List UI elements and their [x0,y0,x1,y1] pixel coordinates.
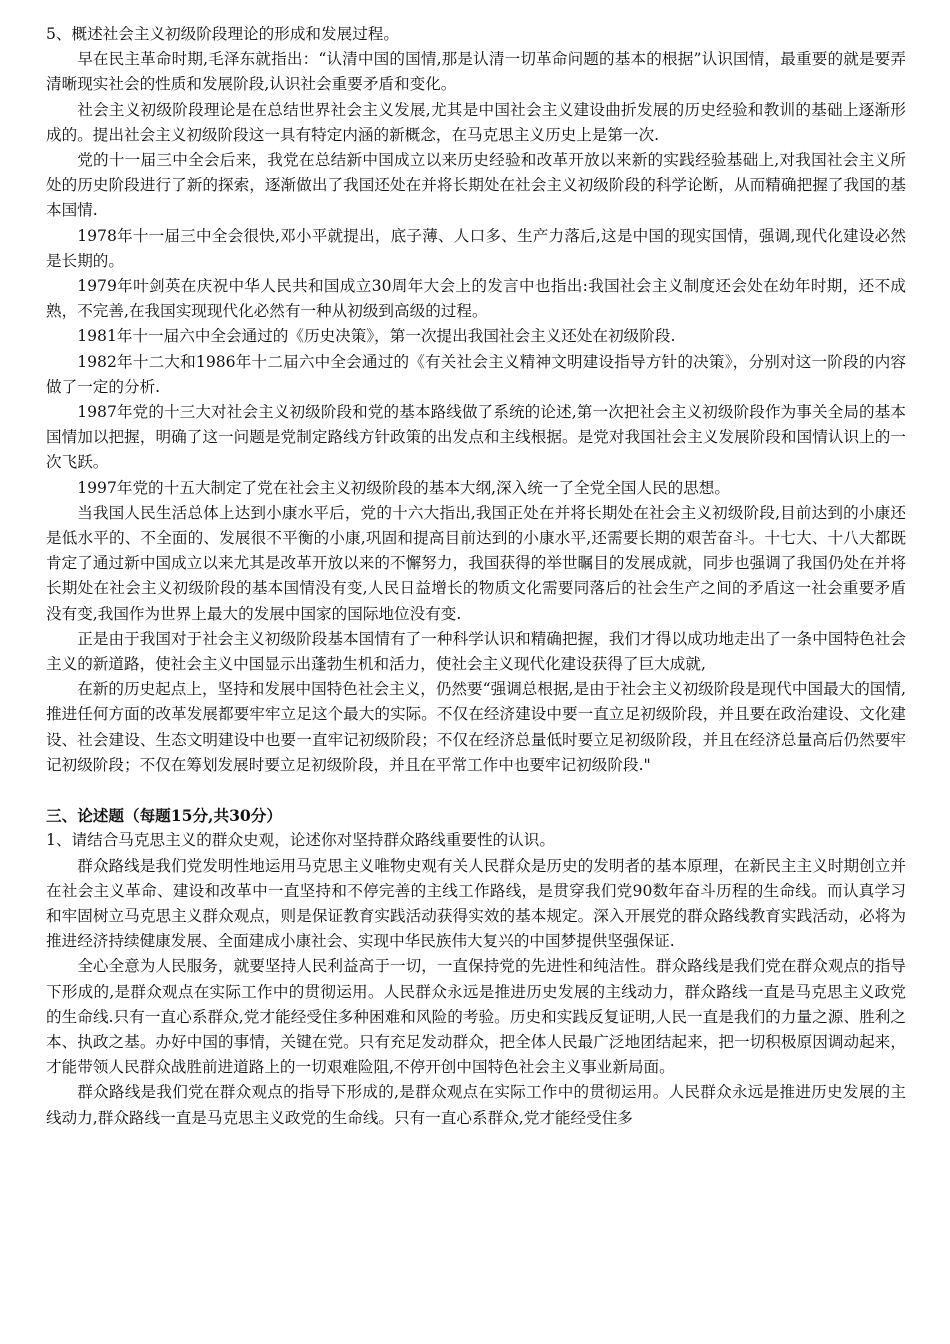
q5-paragraph-6: 1981年十一届六中全会通过的《历史决策》，第一次提出我国社会主义还处在初级阶段. [77,327,676,346]
section-3-title: 三、论述题（每题15分,共30分） [46,806,282,826]
q5-paragraph-12: 在新的历史起点上，坚持和发展中国特色社会主义，仍然要“强调总根据,是由于社会主义初级阶段是现代中国最大的国情,推进任何方面的改革发展都要牢牢立足这个最大的实际。不仅在经济建设中要一直立足初级阶段，并且要在政治建设、文化建设、社会建设、生态文明建设中也要一直牢记初级阶段；不仅在经济总量低时要立足初级阶段，并且在经济总量高后仍然要牢记初级阶段；不仅在筹划发展时要立足初级阶段，并且在平常工作中也要牢记初级阶段." [46,680,906,774]
q5-paragraph-8: 1987年党的十三大对社会主义初级阶段和党的基本路线做了系统的论述,第一次把社会主义初级阶段作为事关全局的基本国情加以把握，明确了这一问题是党制定路线方针政策的出发点和主线根据。是党对我国社会主义发展阶段和国情认识上的一次飞跃。 [46,403,906,472]
q5-paragraph-9: 1997年党的十五大制定了党在社会主义初级阶段的基本大纲,深入统一了全党全国人民的思想。 [77,478,730,497]
s3q1-paragraph-3: 群众路线是我们党在群众观点的指导下形成的,是群众观点在实际工作中的贯彻运用。人民群众永远是推进历史发展的主线动力,群众路线一直是马克思主义政党的生命线。只有一直心系群众,党才能经受住多 [46,1083,906,1127]
section-3-question-1-title: 1、请结合马克思主义的群众史观，论述你对坚持群众路线重要性的认识。 [46,831,555,850]
q5-paragraph-4: 1978年十一届三中全会很快,邓小平就提出，底子薄、人口多、生产力落后,这是中国的现实国情，强调,现代化建设必然是长期的。 [46,226,906,270]
q5-paragraph-10: 当我国人民生活总体上达到小康水平后，党的十六大指出,我国正处在并将长期处在社会主义初级阶段,目前达到的小康还是低水平的、不全面的、发展很不平衡的小康,巩固和提高目前达到的小康水平,还需要长期的艰苦奋斗。十七大、十八大都既肯定了通过新中国成立以来尤其是改革开放以来的不懈努力，我国获得的举世瞩目的发展成就，同步也强调了我国仍处在并将长期处在社会主义初级阶段的基本国情没有变,人民日益增长的物质文化需要同落后的社会生产之间的矛盾这一社会重要矛盾没有变,我国作为世界上最大的发展中国家的国际地位没有变. [46,503,906,623]
q5-paragraph-5: 1979年叶剑英在庆祝中华人民共和国成立30周年大会上的发言中也指出:我国社会主义制度还会处在幼年时期，还不成熟，不完善,在我国实现现代化必然有一种从初级到高级的过程。 [46,277,906,321]
q5-paragraph-1: 早在民主革命时期,毛泽东就指出：“认清中国的国情,那是认清一切革命问题的基本的根据”认识国情，最重要的就是要弄清晰现实社会的性质和发展阶段,认识社会重要矛盾和变化。 [46,50,906,94]
q5-paragraph-7: 1982年十二大和1986年十二届六中全会通过的《有关社会主义精神文明建设指导方针的决策》，分别对这一阶段的内容做了一定的分析. [46,352,906,396]
s3q1-paragraph-1: 群众路线是我们党发明性地运用马克思主义唯物史观有关人民群众是历史的发明者的基本原理，在新民主主义时期创立并在社会主义革命、建设和改革中一直坚持和不停完善的主线工作路线，是贯穿我们党90数年奋斗历程的生命线。而认真学习和牢固树立马克思主义群众观点，则是保证教育实践活动获得实效的基本规定。深入开展党的群众路线教育实践活动，必将为推进经济持续健康发展、全面建成小康社会、实现中华民族伟大复兴的中国梦提供坚强保证. [46,856,906,951]
q5-paragraph-11: 正是由于我国对于社会主义初级阶段基本国情有了一种科学认识和精确把握，我们才得以成功地走出了一条中国特色社会主义的新道路，使社会主义中国显示出蓬勃生机和活力，使社会主义现代化建设获得了巨大成就, [46,629,906,674]
question-5-title: 5、概述社会主义初级阶段理论的形成和发展过程。 [46,25,399,43]
q5-paragraph-2: 社会主义初级阶段理论是在总结世界社会主义发展,尤其是中国社会主义建设曲折发展的历史经验和教训的基础上逐渐形成的。提出社会主义初级阶段这一具有特定内涵的新概念，在马克思主义历史上是第一次. [46,100,906,144]
s3q1-paragraph-2: 全心全意为人民服务，就要坚持人民利益高于一切，一直保持党的先进性和纯洁性。群众路线是我们党在群众观点的指导下形成的,是群众观点在实际工作中的贯彻运用。人民群众永远是推进历史发展的主线动力，群众路线一直是马克思主义政党的生命线.只有一直心系群众,党才能经受住多种困难和风险的考验。历史和实践反复证明,人民一直是我们的力量之源、胜利之本、执政之基。办好中国的事情，关键在党。只有充足发动群众，把全体人民最广泛地团结起来，把一切积极原因调动起来，才能带领人民群众战胜前进道路上的一切艰难险阻,不停开创中国特色社会主义事业新局面。 [46,957,906,1077]
q5-paragraph-3: 党的十一届三中全会后来，我党在总结新中国成立以来历史经验和改革开放以来新的实践经验基础上,对我国社会主义所处的历史阶段进行了新的探索，逐渐做出了我国还处在并将长期处在社会主义初级阶段的科学论断，从而精确把握了我国的基本国情. [46,151,906,220]
